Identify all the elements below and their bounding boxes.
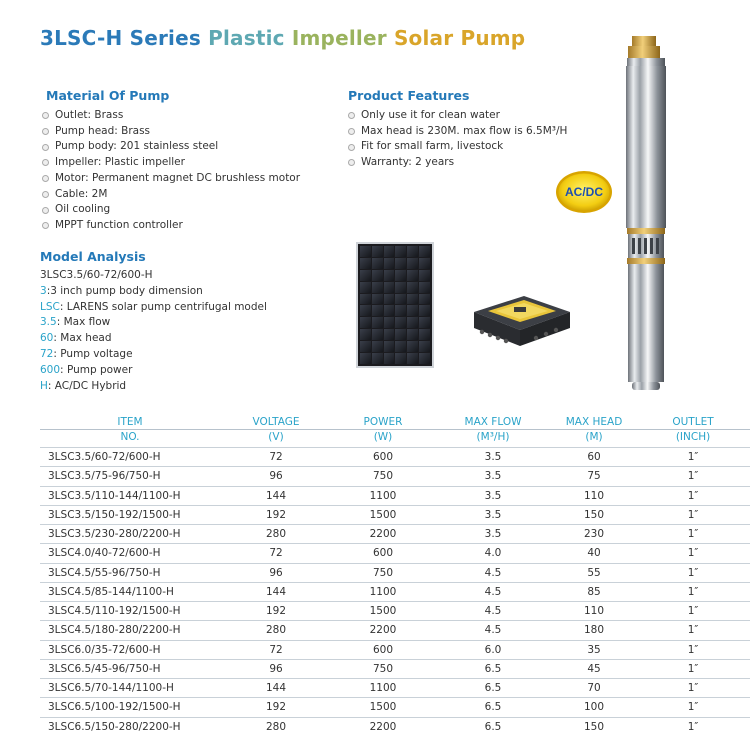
header-item: ITEM	[117, 416, 143, 428]
cell-max-head: 75	[552, 467, 636, 486]
cell-power: 1500	[332, 505, 434, 524]
cell-power: 2200	[332, 717, 434, 736]
bullet-icon	[348, 159, 355, 166]
cell-max-head: 40	[552, 544, 636, 563]
cell-voltage: 96	[220, 659, 332, 678]
header-max-head-unit: (M)	[552, 430, 636, 448]
table-row	[40, 448, 750, 467]
model-analysis	[40, 268, 267, 394]
cell-max-head: 150	[552, 717, 636, 736]
model-row: 3.5: Max flow	[40, 316, 111, 329]
bullet-icon	[42, 222, 49, 229]
cell-outlet: 1″	[636, 525, 750, 544]
cell-outlet: 1″	[636, 698, 750, 717]
cell-voltage: 280	[220, 717, 332, 736]
cell-power: 600	[332, 544, 434, 563]
model-row: 60: Max head	[40, 332, 112, 345]
bullet-icon	[42, 191, 49, 198]
model-analysis-heading: Model Analysis	[40, 249, 146, 264]
cell-item: 3LSC6.5/45-96/750-H	[40, 659, 220, 678]
cell-max-head: 60	[552, 448, 636, 467]
header-power: POWER	[363, 416, 403, 428]
cell-power: 1100	[332, 486, 434, 505]
cell-voltage: 144	[220, 582, 332, 601]
bullet-icon	[42, 207, 49, 214]
table-row	[40, 659, 750, 678]
bullet-icon	[42, 175, 49, 182]
cell-power: 1500	[332, 602, 434, 621]
cell-max-flow: 3.5	[434, 467, 552, 486]
cell-power: 600	[332, 448, 434, 467]
spec-table-body	[40, 448, 750, 737]
bullet-icon	[42, 159, 49, 166]
bullet-icon	[348, 112, 355, 119]
table-row	[40, 698, 750, 717]
cell-max-head: 110	[552, 602, 636, 621]
header-power-unit: (W)	[332, 430, 434, 448]
header-outlet: OUTLET	[672, 416, 714, 428]
table-row	[40, 486, 750, 505]
cell-max-flow: 4.5	[434, 563, 552, 582]
cell-power: 1500	[332, 698, 434, 717]
model-row: 3:3 inch pump body dimension	[40, 284, 203, 297]
cell-power: 750	[332, 467, 434, 486]
material-item: Pump head: Brass	[42, 124, 300, 140]
cell-max-head: 85	[552, 582, 636, 601]
cell-outlet: 1″	[636, 717, 750, 736]
page-title	[40, 26, 525, 50]
title-part-solar-pump: Solar Pump	[393, 26, 526, 50]
cell-outlet: 1″	[636, 582, 750, 601]
cell-outlet: 1″	[636, 505, 750, 524]
table-row	[40, 717, 750, 736]
cell-item: 3LSC4.0/40-72/600-H	[40, 544, 220, 563]
cell-voltage: 192	[220, 505, 332, 524]
cell-voltage: 144	[220, 486, 332, 505]
feature-item: Max head is 230M. max flow is 6.5M³/H	[348, 124, 567, 140]
cell-item: 3LSC3.5/75-96/750-H	[40, 467, 220, 486]
cell-max-head: 35	[552, 640, 636, 659]
cell-max-head: 100	[552, 698, 636, 717]
cell-item: 3LSC6.5/70-144/1100-H	[40, 679, 220, 698]
header-item-unit: NO.	[40, 430, 220, 448]
cell-outlet: 1″	[636, 486, 750, 505]
header-max-head: MAX HEAD	[565, 416, 623, 428]
material-list	[42, 108, 300, 234]
cell-max-head: 70	[552, 679, 636, 698]
cell-max-flow: 4.0	[434, 544, 552, 563]
cell-voltage: 72	[220, 544, 332, 563]
cell-item: 3LSC4.5/85-144/1100-H	[40, 582, 220, 601]
model-code: 3LSC3.5/60-72/600-H	[40, 269, 153, 281]
cell-max-flow: 3.5	[434, 448, 552, 467]
cell-outlet: 1″	[636, 640, 750, 659]
material-item: Oil cooling	[42, 202, 300, 218]
acdc-badge-text: AC/DC	[565, 185, 603, 199]
cell-max-head: 110	[552, 486, 636, 505]
controller-image	[466, 290, 576, 350]
table-row	[40, 467, 750, 486]
cell-voltage: 280	[220, 525, 332, 544]
solar-panel-image	[356, 242, 434, 368]
cell-max-flow: 6.5	[434, 679, 552, 698]
cell-max-flow: 3.5	[434, 505, 552, 524]
spec-table	[40, 413, 750, 736]
cell-max-flow: 4.5	[434, 621, 552, 640]
header-max-flow: MAX FLOW	[464, 416, 522, 428]
cell-item: 3LSC3.5/150-192/1500-H	[40, 505, 220, 524]
header-voltage-unit: (V)	[220, 430, 332, 448]
bullet-icon	[42, 144, 49, 151]
table-row	[40, 640, 750, 659]
cell-voltage: 192	[220, 698, 332, 717]
cell-outlet: 1″	[636, 448, 750, 467]
table-row	[40, 679, 750, 698]
cell-outlet: 1″	[636, 621, 750, 640]
cell-voltage: 192	[220, 602, 332, 621]
cell-item: 3LSC4.5/110-192/1500-H	[40, 602, 220, 621]
model-row: 600: Pump power	[40, 363, 133, 376]
cell-max-flow: 3.5	[434, 525, 552, 544]
cell-outlet: 1″	[636, 679, 750, 698]
cell-power: 750	[332, 563, 434, 582]
acdc-badge	[555, 170, 613, 214]
header-max-flow-unit: (M³/H)	[434, 430, 552, 448]
cell-item: 3LSC3.5/110-144/1100-H	[40, 486, 220, 505]
model-row: LSC: LARENS solar pump centrifugal model	[40, 300, 267, 313]
material-heading: Material Of Pump	[46, 88, 170, 103]
cell-outlet: 1″	[636, 467, 750, 486]
cell-outlet: 1″	[636, 563, 750, 582]
table-row	[40, 563, 750, 582]
table-row	[40, 602, 750, 621]
material-item: Impeller: Plastic impeller	[42, 155, 300, 171]
table-row	[40, 582, 750, 601]
cell-max-flow: 3.5	[434, 486, 552, 505]
cell-voltage: 96	[220, 563, 332, 582]
cell-max-flow: 6.5	[434, 717, 552, 736]
cell-outlet: 1″	[636, 602, 750, 621]
cell-max-head: 180	[552, 621, 636, 640]
feature-item: Only use it for clean water	[348, 108, 567, 124]
bullet-icon	[42, 112, 49, 119]
cell-max-flow: 4.5	[434, 602, 552, 621]
cell-voltage: 72	[220, 640, 332, 659]
cell-power: 1100	[332, 679, 434, 698]
cell-max-flow: 6.5	[434, 698, 552, 717]
feature-item: Warranty: 2 years	[348, 155, 567, 171]
cell-item: 3LSC3.5/60-72/600-H	[40, 448, 220, 467]
cell-max-head: 150	[552, 505, 636, 524]
cell-max-head: 45	[552, 659, 636, 678]
cell-item: 3LSC6.5/150-280/2200-H	[40, 717, 220, 736]
cell-power: 1100	[332, 582, 434, 601]
table-row	[40, 525, 750, 544]
model-row: 72: Pump voltage	[40, 347, 133, 360]
feature-item: Fit for small farm, livestock	[348, 139, 567, 155]
material-item: Pump body: 201 stainless steel	[42, 139, 300, 155]
material-item: MPPT function controller	[42, 218, 300, 234]
table-row	[40, 544, 750, 563]
title-part-impeller: Impeller	[291, 26, 394, 50]
bullet-icon	[348, 128, 355, 135]
cell-power: 2200	[332, 525, 434, 544]
cell-max-flow: 6.5	[434, 659, 552, 678]
cell-item: 3LSC6.0/35-72/600-H	[40, 640, 220, 659]
cell-outlet: 1″	[636, 659, 750, 678]
cell-max-head: 55	[552, 563, 636, 582]
pump-image	[624, 36, 668, 390]
table-row	[40, 621, 750, 640]
features-heading: Product Features	[348, 88, 470, 103]
cell-voltage: 280	[220, 621, 332, 640]
title-part-series: 3LSC-H Series	[40, 26, 209, 50]
cell-item: 3LSC3.5/230-280/2200-H	[40, 525, 220, 544]
cell-item: 3LSC6.5/100-192/1500-H	[40, 698, 220, 717]
bullet-icon	[42, 128, 49, 135]
cell-power: 2200	[332, 621, 434, 640]
cell-max-head: 230	[552, 525, 636, 544]
features-list	[348, 108, 567, 171]
header-voltage: VOLTAGE	[252, 416, 300, 428]
cell-max-flow: 4.5	[434, 582, 552, 601]
material-item: Motor: Permanent magnet DC brushless motor	[42, 171, 300, 187]
bullet-icon	[348, 144, 355, 151]
cell-item: 3LSC4.5/180-280/2200-H	[40, 621, 220, 640]
cell-voltage: 72	[220, 448, 332, 467]
cell-voltage: 144	[220, 679, 332, 698]
material-item: Cable: 2M	[42, 187, 300, 203]
cell-max-flow: 6.0	[434, 640, 552, 659]
table-row	[40, 505, 750, 524]
title-part-plastic: Plastic	[208, 26, 292, 50]
cell-voltage: 96	[220, 467, 332, 486]
cell-outlet: 1″	[636, 544, 750, 563]
header-outlet-unit: (INCH)	[636, 430, 750, 448]
cell-item: 3LSC4.5/55-96/750-H	[40, 563, 220, 582]
material-item: Outlet: Brass	[42, 108, 300, 124]
model-row: H: AC/DC Hybrid	[40, 379, 127, 392]
cell-power: 750	[332, 659, 434, 678]
cell-power: 600	[332, 640, 434, 659]
